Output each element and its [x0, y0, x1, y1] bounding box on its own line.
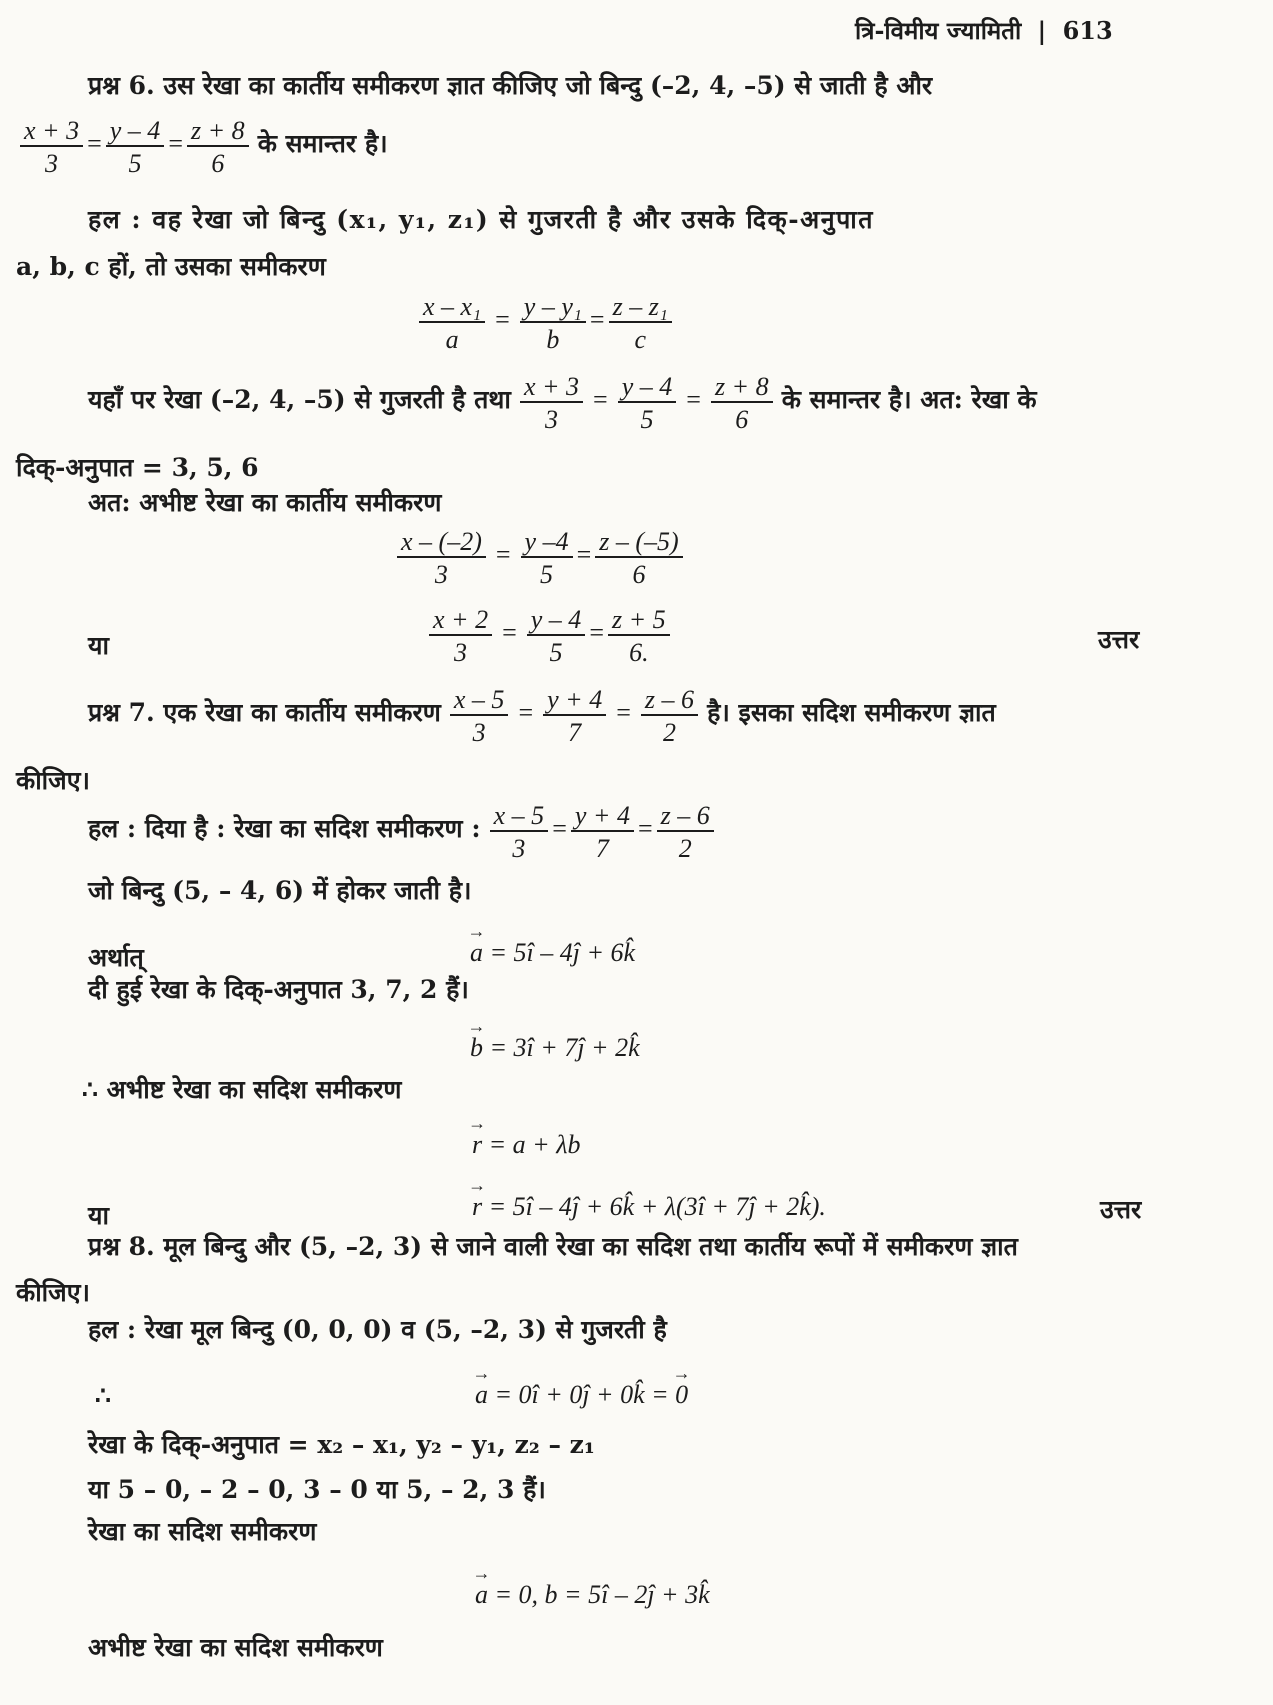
q6-statement-line1: प्रश्न 6. उस रेखा का कार्तीय समीकरण ज्ञात कीजिए जो बिन्दु (–2, 4, –5) से जाती है और	[88, 71, 933, 100]
fraction: $\frac{z - (-5)}{6}$	[595, 528, 682, 589]
q7-statement-line1: प्रश्न 7. एक रेखा का कार्तीय समीकरण $\frac{x - 5}{3}$ = $\frac{y + 4}{7}$ = $\frac{z - 6}{2}$ है। इसका सदिश समीकरण ज्ञात	[88, 685, 996, 748]
q7-point-line: जो बिन्दु (5, – 4, 6) में होकर जाती है।	[88, 876, 472, 905]
q6-general-equation: $\frac{\text{x – x₁}}{a}$ = $\frac{\text{y – y₁}}{b}$ = $\frac{\text{z – z₁}}{c}$	[415, 293, 676, 354]
zero-vector-symbol: → 0	[675, 1380, 688, 1410]
q6-solution-line1: हल : वह रेखा जो बिन्दु (x₁, y₁, z₁) से गुजरती है और उसके दिक्-अनुपात	[88, 205, 875, 234]
q6-answer-mark: उत्तर	[1098, 625, 1140, 654]
q6-required-line: अत: अभीष्ट रेखा का कार्तीय समीकरण	[88, 488, 442, 517]
q6-given-line: $\frac{x + 3}{3}$ = $\frac{y - 4}{5}$ = $\frac{z + 8}{6}$ के समान्तर है।	[16, 117, 388, 178]
q6-required-equation: $\frac{x - (-2)}{3}$ = $\frac{y -4}{5}$ = $\frac{z - (-5)}{6}$	[393, 528, 687, 589]
fraction: $\frac{x - 5}{3}$	[450, 686, 509, 747]
q7-arthat: अर्थात्	[88, 943, 144, 972]
q7-final-equation: → r = 5î – 4ĵ + 6k̂ + λ(3î + 7ĵ + 2k̂).	[472, 1192, 826, 1222]
fraction: $\frac{z + 8}{6}$	[711, 373, 773, 434]
q8-vector-ab-equation: → a = 0, b = 5î – 2ĵ + 3k̂	[475, 1580, 710, 1610]
q7-vector-b-equation: → b = 3î + 7ĵ + 2k̂	[470, 1033, 640, 1063]
q7-direction-ratios: दी हुई रेखा के दिक्-अनुपात 3, 7, 2 हैं।	[88, 975, 469, 1004]
q7-solution-text: हल : दिया है : रेखा का सदिश समीकरण :	[88, 813, 481, 843]
running-header	[855, 14, 1113, 47]
page-number: 613	[1062, 16, 1113, 45]
vector-a-symbol: → a	[475, 1380, 488, 1410]
header-separator: |	[1037, 16, 1047, 45]
therefore-symbol: ∴	[95, 1381, 111, 1410]
q7-vector-r-formula: → r = a + λb	[472, 1130, 580, 1160]
fraction: $\frac{x - (-2)}{3}$	[397, 528, 486, 589]
vector-a-symbol: → a	[475, 1580, 488, 1610]
fraction: $\frac{y + 4}{7}$	[571, 802, 634, 863]
fraction: $\frac{y - 4}{5}$	[618, 373, 677, 434]
q7-solution-line: हल : दिया है : रेखा का सदिश समीकरण : $\frac{x - 5}{3}$ = $\frac{y + 4}{7}$ = $\frac{z - 6}{2}$	[88, 802, 718, 863]
q6-here-tail: के समान्तर है। अत: रेखा के	[781, 384, 1037, 414]
q8-direction-ratios: रेखा के दिक्-अनुपात = x₂ – x₁, y₂ – y₁, z₂ – z₁	[88, 1430, 595, 1459]
fraction: $\frac{y + 4}{7}$	[543, 686, 606, 747]
fraction: $\frac{\text{x – x₁}}{a}$	[419, 293, 485, 354]
q8-vector-a-equation: → a = 0î + 0ĵ + 0k̂ = → 0	[475, 1380, 688, 1410]
vector-b-symbol: → b	[470, 1033, 483, 1063]
q7-answer-mark: उत्तर	[1100, 1195, 1142, 1224]
q7-pre-text: प्रश्न 7. एक रेखा का कार्तीय समीकरण	[88, 697, 441, 727]
fraction: $\frac{z + 5}{6.}$	[608, 606, 670, 667]
q7-or-label: या	[88, 1201, 109, 1230]
fraction: $\frac{z + 8}{6}$	[187, 117, 249, 178]
fraction: $\frac{y - 4}{5}$	[527, 606, 586, 667]
fraction: $\frac{x + 2}{3}$	[429, 606, 492, 667]
q7-post-text: है। इसका सदिश समीकरण ज्ञात	[707, 697, 996, 727]
q8-ratios-values: या 5 – 0, – 2 – 0, 3 – 0 या 5, – 2, 3 हैं।	[88, 1475, 546, 1504]
q6-solution-line2: a, b, c हों, तो उसका समीकरण	[16, 252, 326, 281]
q8-statement-line1: प्रश्न 8. मूल बिन्दु और (5, –2, 3) से जाने वाली रेखा का सदिश तथा कार्तीय रूपों में समीकरण ज्ञात	[88, 1232, 1018, 1261]
fraction: $\frac{z - 6}{2}$	[657, 802, 714, 863]
q6-direction-ratios: दिक्-अनुपात = 3, 5, 6	[16, 453, 259, 482]
fraction: $\frac{x - 5}{3}$	[490, 802, 549, 863]
q8-vector-line: रेखा का सदिश समीकरण	[88, 1517, 317, 1546]
vector-a-symbol: → a	[470, 938, 483, 968]
q8-statement-line2: कीजिए।	[16, 1278, 91, 1307]
q7-therefore-line: ∴ अभीष्ट रेखा का सदिश समीकरण	[82, 1075, 402, 1104]
q7-vector-a-equation: → a = 5î – 4ĵ + 6k̂	[470, 938, 635, 968]
vector-r-symbol: → r	[472, 1192, 482, 1222]
header-title: त्रि-विमीय ज्यामिती	[855, 16, 1022, 45]
fraction: $\frac{x + 3}{3}$	[20, 117, 83, 178]
fraction: $\frac{x + 3}{3}$	[520, 373, 583, 434]
q6-here-line: यहाँ पर रेखा (–2, 4, –5) से गुजरती है तथा $\frac{x + 3}{3}$ = $\frac{y - 4}{5}$ = $\frac{z + 8}{6}$ के समान्तर है। अत: रेखा के	[88, 372, 1037, 435]
q6-or-label: या	[88, 631, 109, 660]
fraction: $\frac{y -4}{5}$	[521, 528, 573, 589]
fraction: $\frac{\text{y – y₁}}{b}$	[520, 293, 586, 354]
q8-last-line: अभीष्ट रेखा का सदिश समीकरण	[88, 1633, 383, 1662]
q6-here-text: यहाँ पर रेखा (–2, 4, –5) से गुजरती है तथा	[88, 384, 511, 414]
q6-simplified-equation: $\frac{x + 2}{3}$ = $\frac{y - 4}{5}$ = $\frac{z + 5}{6.}$	[425, 606, 674, 667]
fraction: $\frac{y - 4}{5}$	[106, 117, 165, 178]
fraction: $\frac{z - 6}{2}$	[641, 686, 698, 747]
fraction: $\frac{\text{z – z₁}}{c}$	[609, 293, 672, 354]
vector-r-symbol: → r	[472, 1130, 482, 1160]
q7-statement-line2: कीजिए।	[16, 766, 91, 795]
q8-solution-line: हल : रेखा मूल बिन्दु (0, 0, 0) व (5, –2, 3) से गुजरती है	[88, 1315, 667, 1344]
q6-parallel-text: के समान्तर है।	[257, 128, 388, 158]
